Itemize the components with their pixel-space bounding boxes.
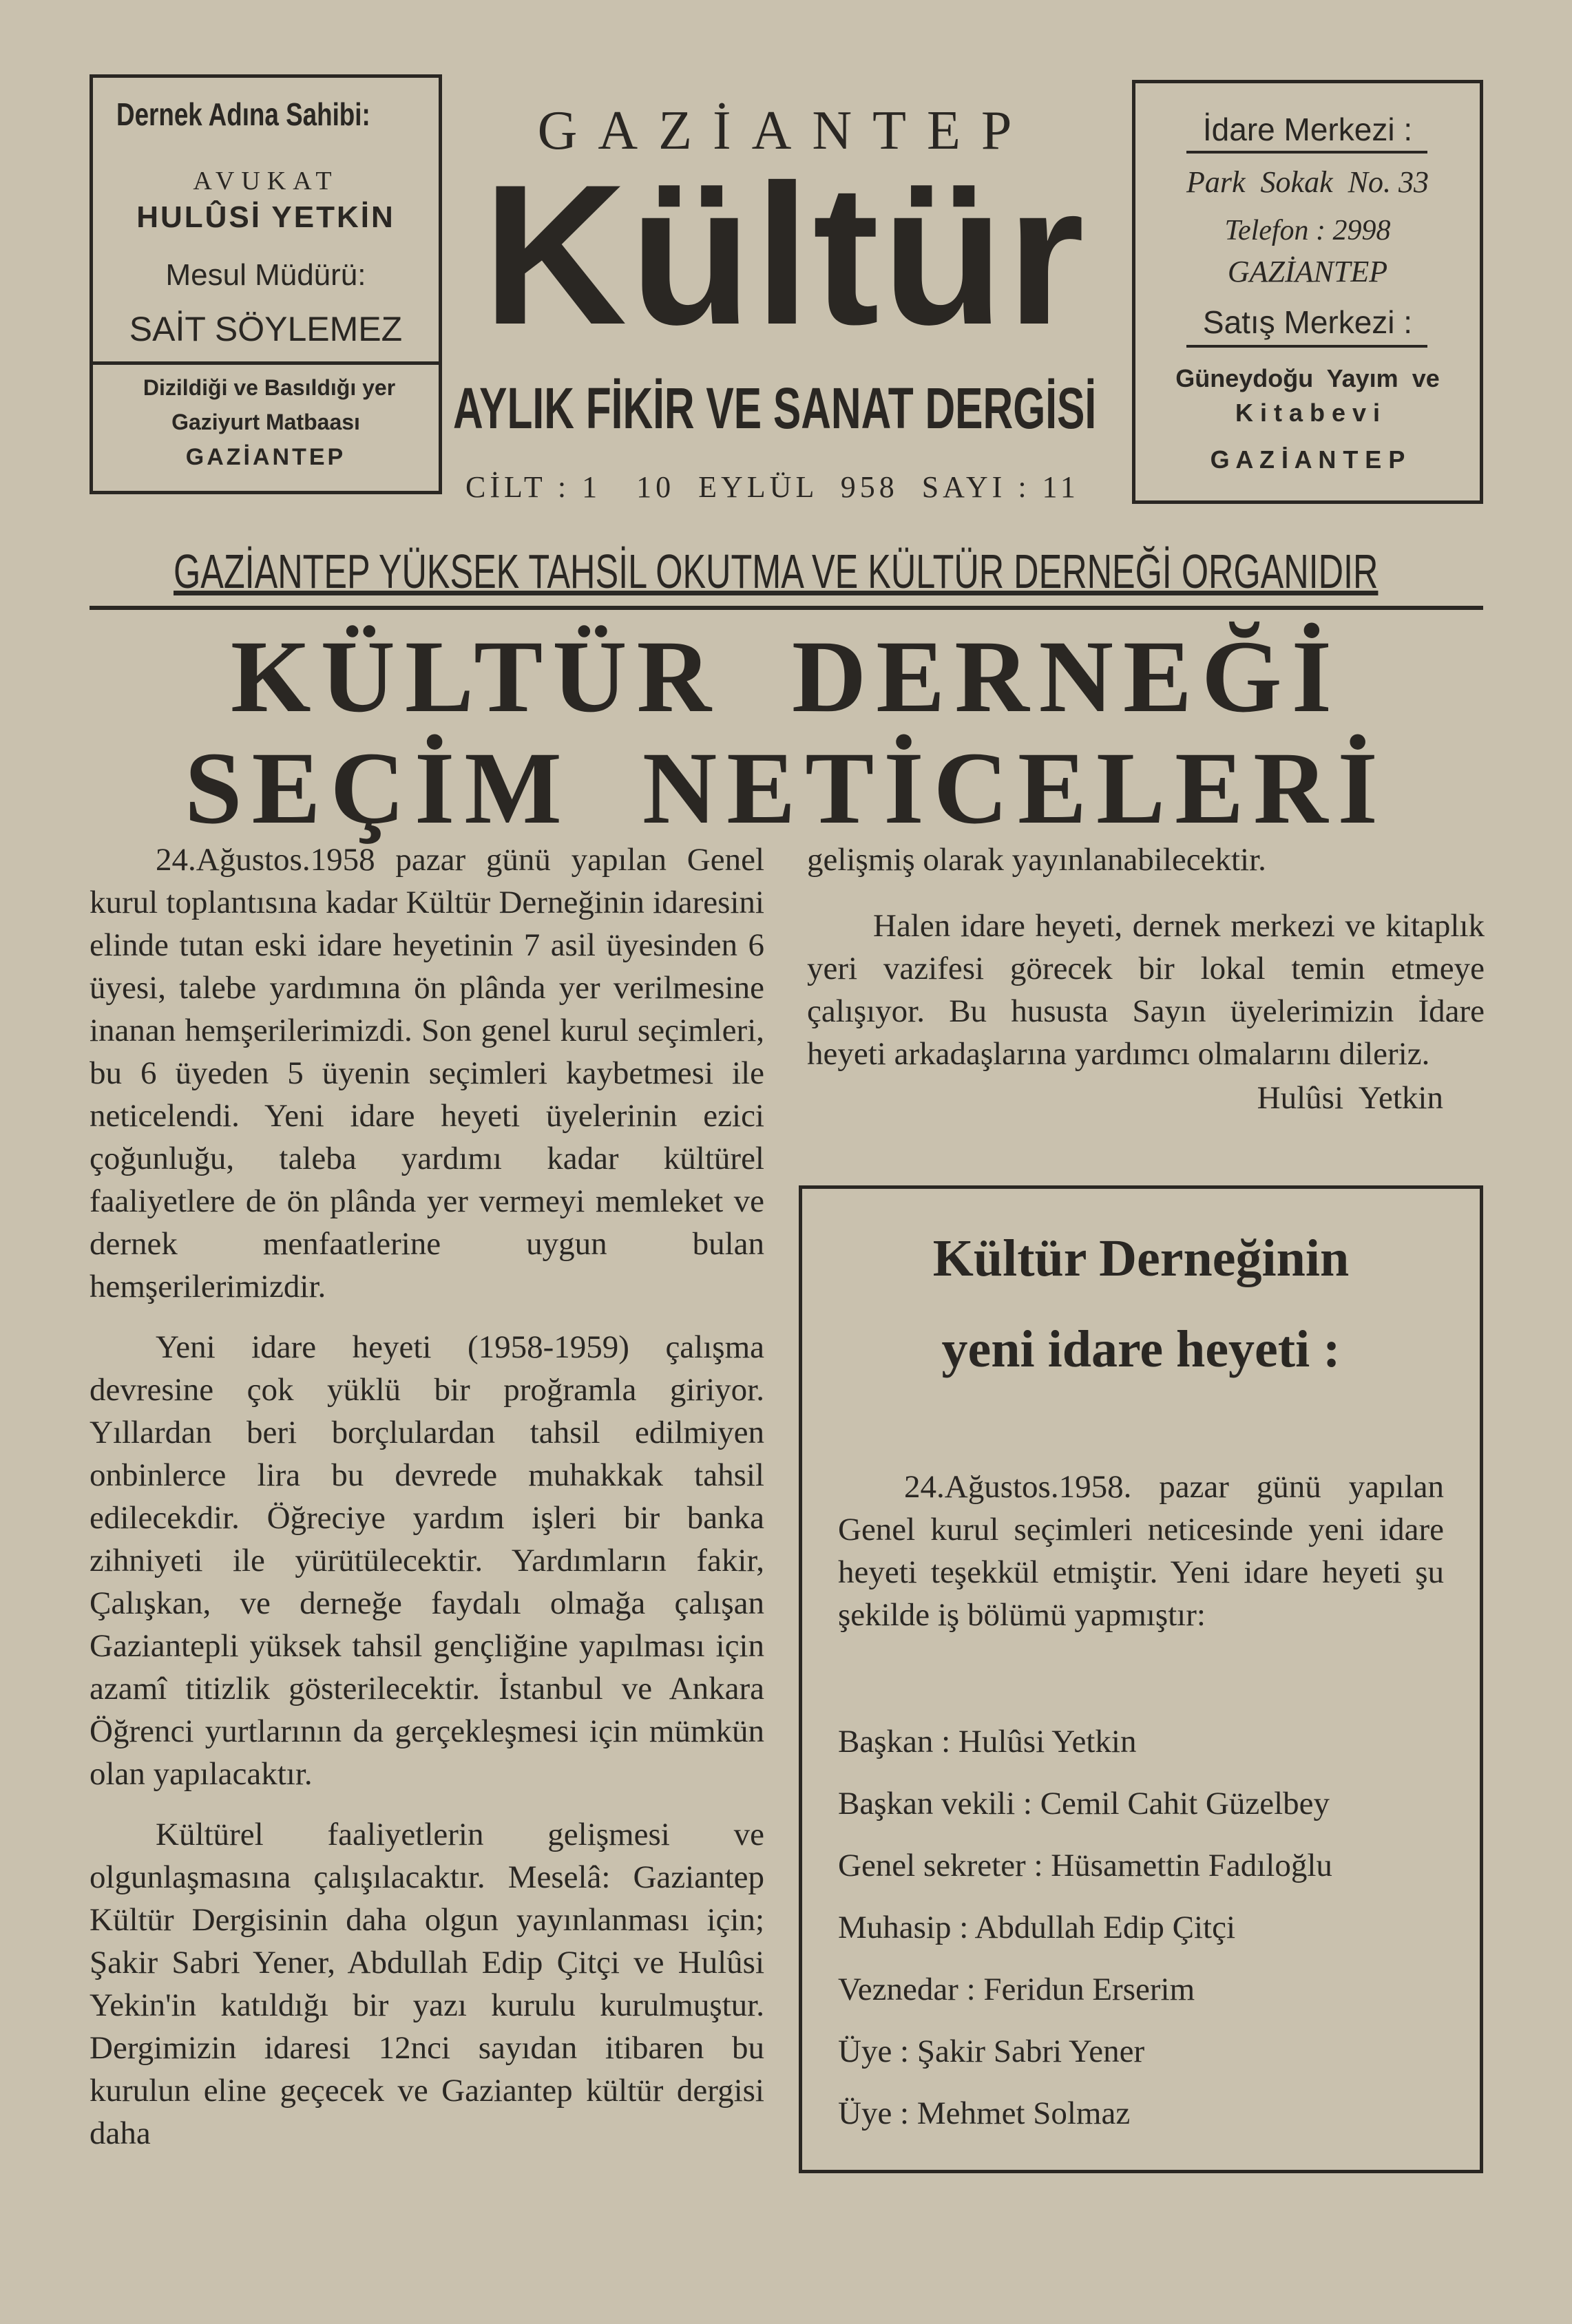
headline-line-2: SEÇİM NETİCELERİ: [185, 731, 1387, 845]
office-info-box: [1132, 80, 1483, 504]
admin-label: İdare Merkezi :: [1202, 112, 1413, 147]
owner-title: AVUKAT: [193, 167, 339, 196]
sales-city: G A Z İ A N T E P: [1210, 445, 1405, 474]
new-board-box: [799, 1185, 1483, 2173]
magazine-title: Kültür: [483, 143, 1087, 366]
sales-underline: [1186, 345, 1427, 348]
article-signature: Hulûsi Yetkin: [1257, 1080, 1443, 1116]
owner-name: HULÛSİ YETKİN: [136, 200, 395, 234]
board-heading-line-1: Kültür Derneğinin: [932, 1229, 1350, 1287]
phone: Telefon : 2998: [1224, 215, 1391, 246]
article-paragraph: Yeni idare heyeti (1958-1959) çalışma devresine çok yüklü bir proğramla giriyor. Yıllardan beri borçlulardan tahsil edilmiyen onbinlerce lira bu devrede muhakkak tahsil edilecekdir. Öğreciye yardım işleri bir banka zihniyeti ile yürütülecektir. Yardımların fakir, Çalışkan, ve derneğe faydalı olmağa çalışan Gaziantepli yüksek tahsil gençliğine yapılması için azamî titizlik gösterilecektir. İstanbul ve Ankara Öğrenci yurtlarının da gerçekleşmesi için mümkün olan yapılacaktır.: [90, 1329, 764, 1792]
editor-label: Mesul Müdürü:: [165, 258, 366, 292]
article-right-column: [807, 838, 1485, 1117]
printer-line-2: Gaziyurt Matbaası: [171, 410, 360, 434]
admin-underline: [1186, 151, 1427, 154]
issue-line: CİLT : 1 10 EYLÜL 958 SAYI : 11: [465, 470, 1080, 504]
sales-label: Satış Merkezi :: [1202, 304, 1413, 340]
office-city: GAZİANTEP: [1227, 255, 1388, 288]
address: Park Sokak No. 33: [1186, 165, 1429, 199]
box-divider: [93, 361, 439, 365]
masthead-city: GAZİANTEP: [537, 101, 1033, 161]
sales-line-1: Güneydoğu Yayım ve: [1175, 364, 1440, 392]
article-paragraph: Halen idare heyeti, dernek merkezi ve kitaplık yeri vazifesi görecek bir lokal temin etmeye çalışıyor. Bu hususta Sayın üyelerimizin İdare heyeti arkadaşlarına yardımcı olmalarını dileriz.: [807, 908, 1485, 1072]
article-left-column: [90, 838, 764, 2155]
board-member: Başkan : Hulûsi Yetkin: [838, 1724, 1137, 1760]
editor-name: SAİT SÖYLEMEZ: [129, 310, 403, 348]
masthead-rule: [90, 606, 1483, 610]
board-heading-line-2: yeni idare heyeti :: [941, 1320, 1341, 1378]
printer-line-3: GAZİANTEP: [185, 444, 346, 470]
magazine-subtitle: AYLIK FİKİR VE SANAT DERGİSİ: [453, 376, 1097, 441]
board-member-list: [838, 1724, 1458, 2158]
owner-label: Dernek Adına Sahibi:: [116, 96, 370, 132]
printer-line-1: Dizildiği ve Basıldığı yer: [143, 375, 396, 400]
board-member: Başkan vekili : Cemil Cahit Güzelbey: [838, 1786, 1330, 1821]
board-member: Muhasip : Abdullah Edip Çitçi: [838, 1910, 1236, 1945]
organ-line: GAZİANTEP YÜKSEK TAHSİL OKUTMA VE KÜLTÜR DERNEĞİ ORGANIDIR: [174, 545, 1379, 598]
sales-line-2: K i t a b e v i: [1235, 399, 1381, 427]
board-member: Üye : Mehmet Solmaz: [838, 2095, 1131, 2131]
board-member: Veznedar : Feridun Erserim: [838, 1972, 1195, 2007]
headline-line-1: KÜLTÜR DERNEĞİ: [230, 620, 1342, 734]
article-paragraph: 24.Ağustos.1958 pazar günü yapılan Genel kurul toplantısına kadar Kültür Derneğinin idaresini elinde tutan eski idare heyetinin 7 asil üyesinden 6 üyesi, talebe yardımına ön plânda yer verilmesine inanan hemşerilerimizdi. Son genel kurul seçimleri, bu 6 üyeden 5 üyenin seçimleri kaybetmesi ile neticelendi. Yeni idare heyeti üyelerinin ezici çoğunluğu, taleba yardımı kadar kültürel faaliyetlere de ön plânda yer vermeyi memleket ve dernek menfaatlerine uygun bulan hemşerilerimizdir.: [90, 842, 764, 1304]
article-paragraph: Kültürel faaliyetlerin gelişmesi ve olgunlaşmasına çalışılacaktır. Meselâ: Gaziantep Kültür Dergisinin daha olgun yayınlanması için; Şakir Sabri Yener, Abdullah Edip Çitçi ve Hulûsi Yekin'in katıldığı bir yazı kurulu kurulmuştur. Dergimizin idaresi 12nci sayıdan itibaren bu kurulun eline geçecek ve Gaziantep kültür dergisi daha: [90, 1817, 764, 2151]
board-intro: 24.Ağustos.1958. pazar günü yapılan Genel kurul seçimleri neticesinde yeni idare heyeti teşekkül etmiştir. Yeni idare heyeti şu şekilde iş bölümü yapmıştır:: [838, 1469, 1444, 1633]
publisher-info-box: [90, 74, 442, 494]
board-member: Genel sekreter : Hüsamettin Fadıloğlu: [838, 1848, 1332, 1883]
article-paragraph-continued: gelişmiş olarak yayınlanabilecektir.: [807, 842, 1266, 878]
board-member: Üye : Şakir Sabri Yener: [838, 2034, 1145, 2069]
